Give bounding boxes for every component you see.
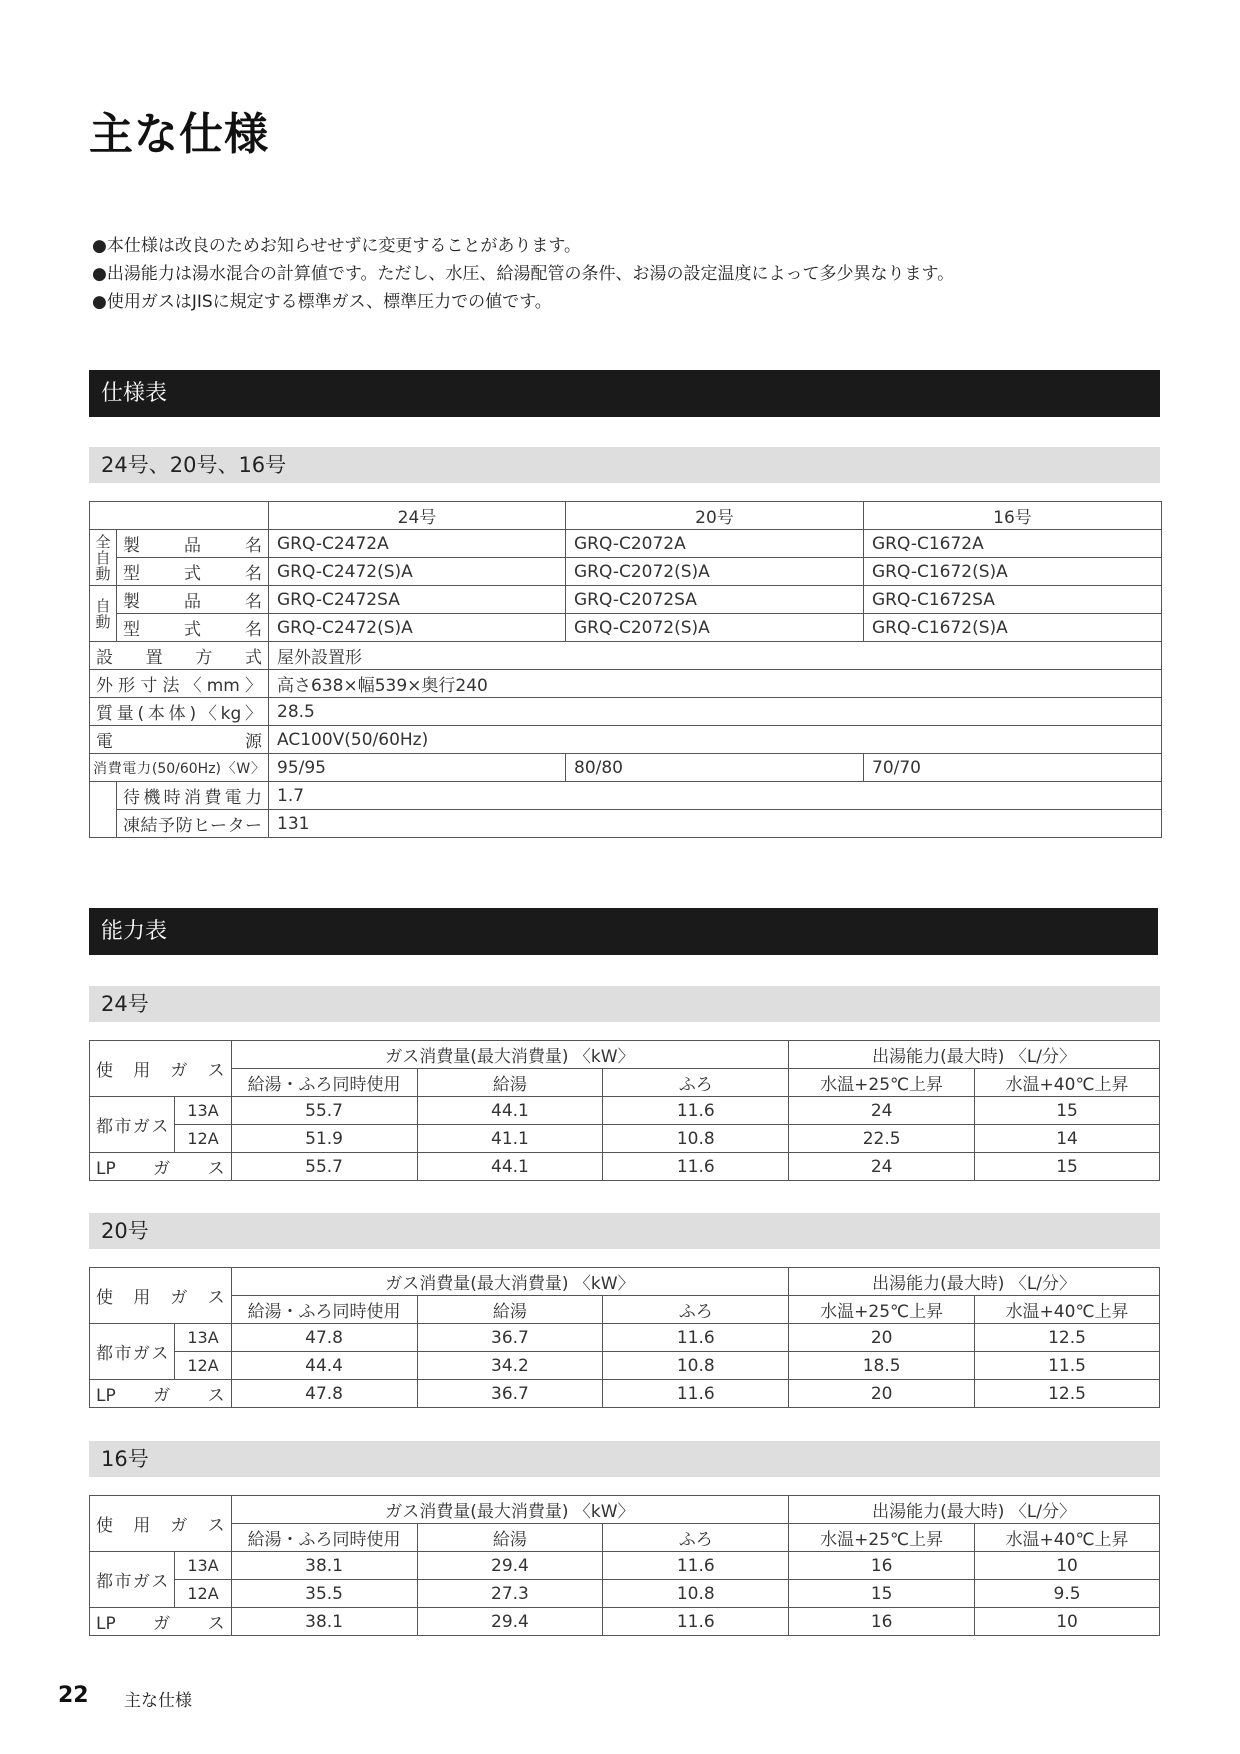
model-cell: GRQ-C2472(S)A: [269, 558, 566, 586]
auto-label: 自動: [90, 586, 117, 642]
capacity-heading: 能力表: [89, 908, 1158, 955]
value-cell: 38.1: [231, 1552, 417, 1580]
capacity-row: [90, 1352, 1160, 1380]
gas-type-label: 12A: [175, 1125, 231, 1153]
lp-gas-label: LPガス: [90, 1608, 232, 1636]
consumption-header: ガス消費量(最大消費量) 〈kW〉: [231, 1496, 789, 1524]
column-header: 給湯・ふろ同時使用: [231, 1296, 417, 1324]
consumption-cell: 70/70: [864, 754, 1162, 782]
product-name-cell: GRQ-C2472SA: [269, 586, 566, 614]
value-cell: 16: [789, 1552, 975, 1580]
spec-row: [90, 586, 1162, 614]
city-gas-label: 都市ガス: [90, 1552, 175, 1608]
value-cell: 20: [789, 1380, 975, 1408]
capacity-table: [89, 1267, 1160, 1408]
lp-gas-label: LPガス: [90, 1380, 232, 1408]
value-cell: 38.1: [231, 1608, 417, 1636]
spec-row: [90, 754, 1162, 782]
value-cell: 44.4: [231, 1352, 417, 1380]
column-header: ふろ: [603, 1296, 789, 1324]
value-cell: 34.2: [417, 1352, 603, 1380]
product-name-label: 製品名: [117, 586, 269, 614]
model-label: 型式名: [117, 614, 269, 642]
value-cell: 10.8: [603, 1125, 789, 1153]
value-cell: 15: [975, 1097, 1160, 1125]
value-cell: 24: [789, 1097, 975, 1125]
value-cell: 36.7: [417, 1380, 603, 1408]
capacity-row: [90, 1324, 1160, 1352]
value-cell: 15: [975, 1153, 1160, 1181]
gas-header: 使用ガス: [90, 1496, 232, 1552]
value-cell: 44.1: [417, 1097, 603, 1125]
product-name-cell: GRQ-C1672A: [864, 530, 1162, 558]
city-gas-label: 都市ガス: [90, 1324, 175, 1380]
column-header: 水温+40℃上昇: [975, 1296, 1160, 1324]
value-cell: 15: [789, 1580, 975, 1608]
product-name-label: 製品名: [117, 530, 269, 558]
value-cell: 10: [975, 1608, 1160, 1636]
consumption-label: 消費電力(50/60Hz)〈W〉: [90, 754, 269, 782]
column-header: 水温+25℃上昇: [789, 1524, 975, 1552]
product-name-cell: GRQ-C2072SA: [566, 586, 864, 614]
standby-value: 1.7: [269, 782, 1162, 810]
capacity-header-row: [90, 1496, 1160, 1524]
value-cell: 55.7: [231, 1153, 417, 1181]
capacity-row: [90, 1552, 1160, 1580]
value-cell: 22.5: [789, 1125, 975, 1153]
mass-value: 28.5: [269, 698, 1162, 726]
column-header: 24号: [269, 502, 566, 530]
output-header: 出湯能力(最大時) 〈L/分〉: [789, 1268, 1160, 1296]
city-gas-label: 都市ガス: [90, 1097, 175, 1153]
gas-type-label: 12A: [175, 1580, 231, 1608]
gas-header: 使用ガス: [90, 1041, 232, 1097]
capacity-subheading: 20号: [89, 1213, 1160, 1249]
capacity-row: [90, 1097, 1160, 1125]
gas-type-label: 13A: [175, 1324, 231, 1352]
spec-row: [90, 810, 1162, 838]
power-label: 電源: [90, 726, 269, 754]
value-cell: 29.4: [417, 1608, 603, 1636]
capacity-row: [90, 1125, 1160, 1153]
column-header: 給湯: [417, 1296, 603, 1324]
model-label: 型式名: [117, 558, 269, 586]
consumption-header: ガス消費量(最大消費量) 〈kW〉: [231, 1268, 789, 1296]
capacity-row: [90, 1608, 1160, 1636]
value-cell: 11.6: [603, 1552, 789, 1580]
product-name-cell: GRQ-C2472A: [269, 530, 566, 558]
column-header: 水温+25℃上昇: [789, 1296, 975, 1324]
spec-row: [90, 670, 1162, 698]
capacity-header-row: [90, 1041, 1160, 1069]
value-cell: 47.8: [231, 1324, 417, 1352]
spec-row: [90, 782, 1162, 810]
capacity-subheader-row: [90, 1524, 1160, 1552]
value-cell: 10.8: [603, 1352, 789, 1380]
value-cell: 24: [789, 1153, 975, 1181]
column-header: 水温+25℃上昇: [789, 1069, 975, 1097]
capacity-row: [90, 1380, 1160, 1408]
consumption-cell: 80/80: [566, 754, 864, 782]
column-header: 給湯: [417, 1069, 603, 1097]
note-item: ●本仕様は改良のためお知らせせずに変更することがあります。: [92, 236, 581, 256]
model-cell: GRQ-C2072(S)A: [566, 614, 864, 642]
full-auto-label: 全自動: [90, 530, 117, 586]
value-cell: 18.5: [789, 1352, 975, 1380]
notes-list: [92, 232, 954, 316]
value-cell: 27.3: [417, 1580, 603, 1608]
product-name-cell: GRQ-C1672SA: [864, 586, 1162, 614]
gas-type-label: 13A: [175, 1552, 231, 1580]
column-header: 給湯: [417, 1524, 603, 1552]
value-cell: 55.7: [231, 1097, 417, 1125]
capacity-table: [89, 1495, 1160, 1636]
spec-corner-cell: [90, 502, 269, 530]
standby-label: 待機時消費電力: [117, 782, 269, 810]
capacity-subheading: 16号: [89, 1441, 1160, 1477]
value-cell: 10: [975, 1552, 1160, 1580]
product-name-cell: GRQ-C2072A: [566, 530, 864, 558]
value-cell: 41.1: [417, 1125, 603, 1153]
column-header: 16号: [864, 502, 1162, 530]
capacity-subheader-row: [90, 1069, 1160, 1097]
heater-value: 131: [269, 810, 1162, 838]
output-header: 出湯能力(最大時) 〈L/分〉: [789, 1041, 1160, 1069]
gas-type-label: 12A: [175, 1352, 231, 1380]
indent-cell: [90, 782, 117, 838]
dimension-label: 外形寸法〈mm〉: [90, 670, 269, 698]
value-cell: 11.6: [603, 1608, 789, 1636]
spec-row: [90, 698, 1162, 726]
column-header: 20号: [566, 502, 864, 530]
value-cell: 47.8: [231, 1380, 417, 1408]
value-cell: 10.8: [603, 1580, 789, 1608]
lp-gas-label: LPガス: [90, 1153, 232, 1181]
value-cell: 11.5: [975, 1352, 1160, 1380]
value-cell: 14: [975, 1125, 1160, 1153]
gas-header: 使用ガス: [90, 1268, 232, 1324]
power-value: AC100V(50/60Hz): [269, 726, 1162, 754]
note-item: ●使用ガスはJISに規定する標準ガス、標準圧力での値です。: [92, 292, 552, 312]
page-title: 主な仕様: [89, 109, 269, 160]
column-header: 給湯・ふろ同時使用: [231, 1524, 417, 1552]
capacity-subheading: 24号: [89, 986, 1160, 1022]
footer-text: 主な仕様: [124, 1691, 192, 1711]
value-cell: 35.5: [231, 1580, 417, 1608]
capacity-row: [90, 1153, 1160, 1181]
dimension-value: 高さ638×幅539×奥行240: [269, 670, 1162, 698]
spec-header-row: [90, 502, 1162, 530]
heater-label: 凍結予防ヒーター: [117, 810, 269, 838]
gas-type-label: 13A: [175, 1097, 231, 1125]
spec-row: [90, 726, 1162, 754]
spec-heading: 仕様表: [89, 370, 1160, 417]
consumption-cell: 95/95: [269, 754, 566, 782]
spec-row: [90, 530, 1162, 558]
spec-row: [90, 614, 1162, 642]
page-number: 22: [58, 1683, 89, 1708]
install-value: 屋外設置形: [269, 642, 1162, 670]
value-cell: 11.6: [603, 1380, 789, 1408]
column-header: 水温+40℃上昇: [975, 1069, 1160, 1097]
value-cell: 16: [789, 1608, 975, 1636]
column-header: ふろ: [603, 1524, 789, 1552]
value-cell: 12.5: [975, 1324, 1160, 1352]
value-cell: 51.9: [231, 1125, 417, 1153]
value-cell: 11.6: [603, 1324, 789, 1352]
mass-label: 質量(本体)〈kg〉: [90, 698, 269, 726]
value-cell: 36.7: [417, 1324, 603, 1352]
value-cell: 11.6: [603, 1097, 789, 1125]
model-cell: GRQ-C1672(S)A: [864, 558, 1162, 586]
column-header: 水温+40℃上昇: [975, 1524, 1160, 1552]
capacity-row: [90, 1580, 1160, 1608]
column-header: 給湯・ふろ同時使用: [231, 1069, 417, 1097]
model-cell: GRQ-C2072(S)A: [566, 558, 864, 586]
note-item: ●出湯能力は湯水混合の計算値です。ただし、水圧、給湯配管の条件、お湯の設定温度によって多少異なります。: [92, 264, 955, 284]
spec-subheading: 24号、20号、16号: [89, 447, 1160, 483]
capacity-table: [89, 1040, 1160, 1181]
value-cell: 44.1: [417, 1153, 603, 1181]
value-cell: 11.6: [603, 1153, 789, 1181]
consumption-header: ガス消費量(最大消費量) 〈kW〉: [231, 1041, 789, 1069]
model-cell: GRQ-C1672(S)A: [864, 614, 1162, 642]
spec-row: [90, 558, 1162, 586]
spec-table: [89, 501, 1162, 838]
value-cell: 12.5: [975, 1380, 1160, 1408]
value-cell: 9.5: [975, 1580, 1160, 1608]
install-label: 設置方式: [90, 642, 269, 670]
value-cell: 20: [789, 1324, 975, 1352]
column-header: ふろ: [603, 1069, 789, 1097]
capacity-header-row: [90, 1268, 1160, 1296]
capacity-subheader-row: [90, 1296, 1160, 1324]
model-cell: GRQ-C2472(S)A: [269, 614, 566, 642]
spec-row: [90, 642, 1162, 670]
value-cell: 29.4: [417, 1552, 603, 1580]
output-header: 出湯能力(最大時) 〈L/分〉: [789, 1496, 1160, 1524]
